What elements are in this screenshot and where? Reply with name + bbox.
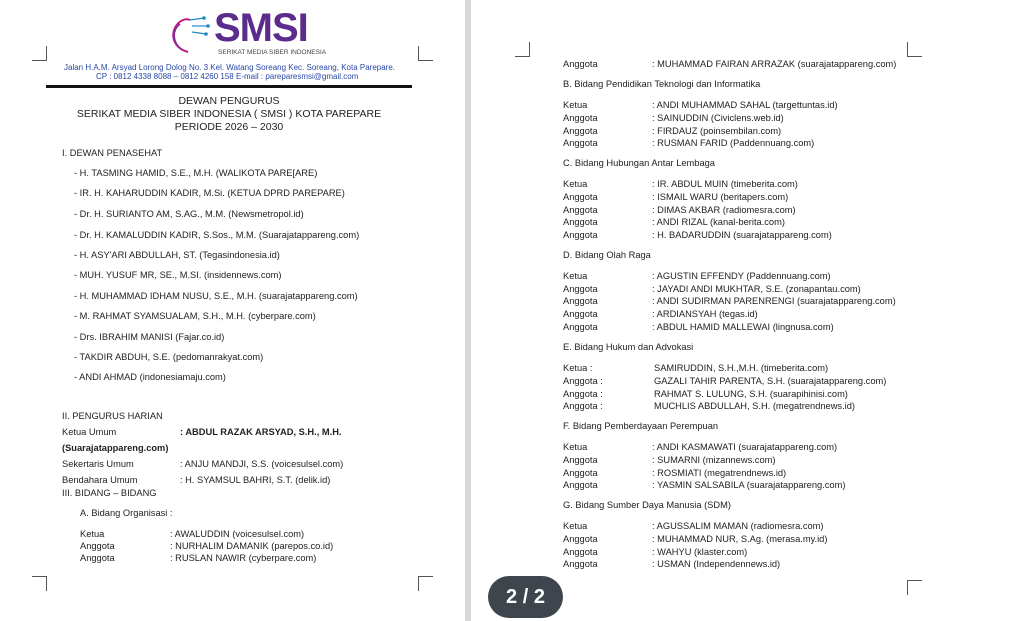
subsection-title: E. Bidang Hukum dan Advokasi bbox=[563, 342, 694, 352]
role-label: Ketua bbox=[563, 271, 588, 281]
role-label: Anggota bbox=[563, 126, 598, 136]
role-label: Ketua Umum bbox=[62, 427, 117, 437]
role-value: : YASMIN SALSABILA (suarajatappareng.com) bbox=[652, 480, 846, 490]
role-value: : MUHAMMAD NUR, S.Ag. (merasa.my.id) bbox=[652, 534, 828, 544]
contact-line: CP : 0812 4338 8088 – 0812 4260 158 E-mail : pareparesmsi@gmail.com bbox=[96, 72, 359, 81]
role-value: MUCHLIS ABDULLAH, S.H. (megatrendnews.id) bbox=[654, 401, 855, 411]
role-value: SAMIRUDDIN, S.H.,M.H. (timeberita.com) bbox=[654, 363, 829, 373]
advisor-item: - H. ASY'ARI ABDULLAH, ST. (Tegasindonesia.id) bbox=[74, 250, 280, 260]
role-label: Anggota bbox=[80, 541, 115, 551]
advisor-item: - M. RAHMAT SYAMSUALAM, S.H., M.H. (cyberpare.com) bbox=[74, 311, 316, 321]
role-label: Anggota : bbox=[563, 389, 603, 399]
subsection-title: G. Bidang Sumber Daya Manusia (SDM) bbox=[563, 500, 731, 510]
section-heading: I. DEWAN PENASEHAT bbox=[62, 148, 163, 158]
role-label: Anggota bbox=[563, 59, 598, 69]
role-value: : IR. ABDUL MUIN (timeberita.com) bbox=[652, 179, 798, 189]
document-page-1 bbox=[0, 0, 465, 621]
doc-title-1: DEWAN PENGURUS bbox=[178, 95, 280, 107]
role-value: : AWALUDDIN (voicesulsel.com) bbox=[170, 529, 305, 539]
role-label: Anggota bbox=[563, 230, 598, 240]
role-label: Anggota bbox=[80, 553, 115, 563]
advisor-item: - MUH. YUSUF MR, SE., M.SI. (insidennews.com) bbox=[74, 270, 282, 280]
role-media: (Suarajatappareng.com) bbox=[62, 443, 169, 453]
section-heading: III. BIDANG – BIDANG bbox=[62, 488, 157, 498]
advisor-item: - Drs. IBRAHIM MANISI (Fajar.co.id) bbox=[74, 332, 225, 342]
subsection-title: D. Bidang Olah Raga bbox=[563, 250, 651, 260]
role-value: GAZALI TAHIR PARENTA, S.H. (suarajatappareng.com) bbox=[654, 376, 887, 386]
role-label: Anggota bbox=[563, 309, 598, 319]
role-value: : ISMAIL WARU (beritapers.com) bbox=[652, 192, 789, 202]
role-value: : AGUSTIN EFFENDY (Paddennuang.com) bbox=[652, 271, 831, 281]
role-label: Anggota bbox=[563, 138, 598, 148]
document-page-2 bbox=[471, 0, 1024, 621]
advisor-item: - H. MUHAMMAD IDHAM NUSU, S.E., M.H. (suarajatappareng.com) bbox=[74, 291, 358, 301]
role-label: Anggota : bbox=[563, 401, 603, 411]
role-label: Ketua bbox=[563, 100, 588, 110]
subsection-title: B. Bidang Pendidikan Teknologi dan Informatika bbox=[563, 79, 761, 89]
role-label: Bendahara Umum bbox=[62, 475, 138, 485]
crop-mark bbox=[418, 46, 433, 61]
role-label: Anggota bbox=[563, 480, 598, 490]
subsection-title: A. Bidang Organisasi : bbox=[80, 508, 173, 518]
role-label: Anggota bbox=[563, 547, 598, 557]
role-value: : FIRDAUZ (poinsembilan.com) bbox=[652, 126, 782, 136]
role-value: : AGUSSALIM MAMAN (radiomesra.com) bbox=[652, 521, 824, 531]
logo-text: SMSI bbox=[214, 6, 308, 50]
role-value: : USMAN (Independennews.id) bbox=[652, 559, 781, 569]
role-value: : WAHYU (klaster.com) bbox=[652, 547, 748, 557]
header-divider bbox=[46, 85, 412, 88]
crop-mark bbox=[32, 576, 47, 591]
crop-mark bbox=[32, 46, 47, 61]
role-value: : NURHALIM DAMANIK (parepos.co.id) bbox=[170, 541, 334, 551]
role-label: Anggota bbox=[563, 192, 598, 202]
role-value: : ANDI KASMAWATI (suarajatappareng.com) bbox=[652, 442, 838, 452]
role-value: : ANJU MANDJI, S.S. (voicesulsel.com) bbox=[180, 459, 344, 469]
role-value: : SAINUDDIN (Civiclens.web.id) bbox=[652, 113, 784, 123]
role-label: Anggota bbox=[563, 468, 598, 478]
page-indicator[interactable]: 2 / 2 bbox=[488, 576, 563, 618]
role-value: RAHMAT S. LULUNG, S.H. (suarapihinisi.com) bbox=[654, 389, 848, 399]
doc-title-3: PERIODE 2026 – 2030 bbox=[174, 121, 284, 133]
role-label: Anggota bbox=[563, 205, 598, 215]
crop-mark bbox=[907, 580, 922, 595]
role-value: : RUSLAN NAWIR (cyberpare.com) bbox=[170, 553, 317, 563]
role-label: Ketua : bbox=[563, 363, 593, 373]
subsection-title: F. Bidang Pemberdayaan Perempuan bbox=[563, 421, 719, 431]
role-value: : ANDI RIZAL (kanal-berita.com) bbox=[652, 217, 785, 227]
role-label: Anggota bbox=[563, 284, 598, 294]
subsection-title: C. Bidang Hubungan Antar Lembaga bbox=[563, 158, 715, 168]
advisor-item: - ANDI AHMAD (indonesiamaju.com) bbox=[74, 372, 226, 382]
doc-title-2: SERIKAT MEDIA SIBER INDONESIA ( SMSI ) KOTA PAREPARE bbox=[76, 108, 382, 120]
role-value: : ARDIANSYAH (tegas.id) bbox=[652, 309, 758, 319]
role-value: : ABDUL RAZAK ARSYAD, S.H., M.H. bbox=[180, 427, 342, 437]
advisor-item: - Dr. H. SURIANTO AM, S.AG., M.M. (Newsmetropol.id) bbox=[74, 209, 304, 219]
advisor-item: - Dr. H. KAMALUDDIN KADIR, S.Sos., M.M. (Suarajatappareng.com) bbox=[74, 230, 360, 240]
role-value: : H. BADARUDDIN (suarajatappareng.com) bbox=[652, 230, 832, 240]
section-heading: II. PENGURUS HARIAN bbox=[62, 411, 163, 421]
role-label: Ketua bbox=[563, 179, 588, 189]
crop-mark bbox=[907, 42, 922, 57]
role-label: Anggota bbox=[563, 296, 598, 306]
address-line: Jalan H.A.M. Arsyad Lorong Dolog No. 3 Kel. Watang Soreang Kec. Soreang, Kota Parepare. bbox=[64, 63, 396, 72]
role-label: Sekertaris Umum bbox=[62, 459, 134, 469]
role-label: Ketua bbox=[563, 521, 588, 531]
role-value: : SUMARNI (mizannews.com) bbox=[652, 455, 776, 465]
role-label: Ketua bbox=[563, 442, 588, 452]
role-value: : ROSMIATI (megatrendnews.id) bbox=[652, 468, 787, 478]
role-label: Anggota bbox=[563, 217, 598, 227]
crop-mark bbox=[418, 576, 433, 591]
role-value: : RUSMAN FARID (Paddennuang.com) bbox=[652, 138, 815, 148]
role-label: Ketua bbox=[80, 529, 105, 539]
role-label: Anggota bbox=[563, 322, 598, 332]
role-value: : H. SYAMSUL BAHRI, S.T. (delik.id) bbox=[180, 475, 331, 485]
role-label: Anggota bbox=[563, 534, 598, 544]
role-label: Anggota bbox=[563, 113, 598, 123]
role-label: Anggota bbox=[563, 559, 598, 569]
role-value: : DIMAS AKBAR (radiomesra.com) bbox=[652, 205, 796, 215]
smsi-logo-icon bbox=[164, 12, 212, 56]
crop-mark bbox=[515, 42, 530, 57]
logo-subtitle: SERIKAT MEDIA SIBER INDONESIA bbox=[218, 49, 327, 56]
advisor-item: - H. TASMING HAMID, S.E., M.H. (WALIKOTA PARE[ARE) bbox=[74, 168, 318, 178]
role-value: : ANDI SUDIRMAN PARENRENGI (suarajatappareng.com) bbox=[652, 296, 896, 306]
role-label: Anggota : bbox=[563, 376, 603, 386]
advisor-item: - IR. H. KAHARUDDIN KADIR, M.Si. (KETUA DPRD PAREPARE) bbox=[74, 188, 345, 198]
advisor-item: - TAKDIR ABDUH, S.E. (pedomanrakyat.com) bbox=[74, 352, 264, 362]
role-value: : JAYADI ANDI MUKHTAR, S.E. (zonapantau.com) bbox=[652, 284, 861, 294]
role-value: : ABDUL HAMID MALLEWAI (lingnusa.com) bbox=[652, 322, 834, 332]
role-label: Anggota bbox=[563, 455, 598, 465]
role-value: : MUHAMMAD FAIRAN ARRAZAK (suarajatappareng.com) bbox=[652, 59, 897, 69]
role-value: : ANDI MUHAMMAD SAHAL (targettuntas.id) bbox=[652, 100, 838, 110]
